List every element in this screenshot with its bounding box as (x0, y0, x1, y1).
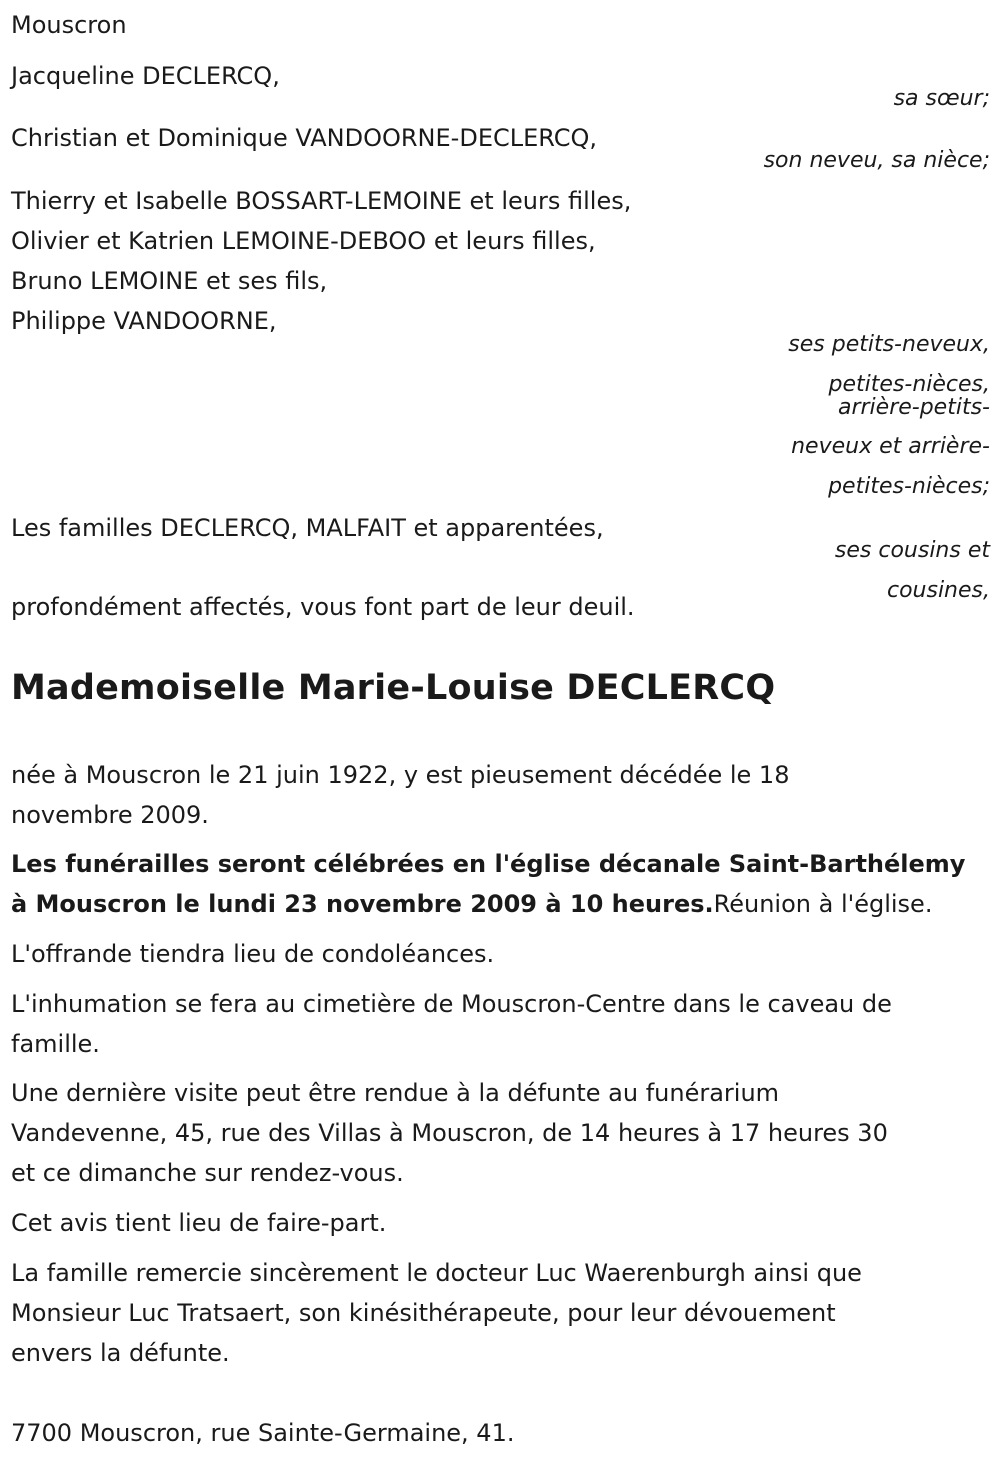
thanks-line-3: envers la défunte. (11, 1339, 230, 1367)
thanks-line-1: La famille remercie sincèrement le docteur Luc Waerenburgh ainsi que (11, 1259, 862, 1287)
family-name-bossart-lemoine: Thierry et Isabelle BOSSART-LEMOINE et leurs filles, (11, 187, 632, 215)
visit-line-2: Vandevenne, 45, rue des Villas à Mouscron, de 14 heures à 17 heures 30 (11, 1119, 888, 1147)
visit-line-3: et ce dimanche sur rendez-vous. (11, 1159, 404, 1187)
family-name-vandoorne-declercq: Christian et Dominique VANDOORNE-DECLERCQ, (11, 124, 598, 152)
funeral-details: à Mouscron le lundi 23 novembre 2009 à 10 heures. (11, 890, 714, 918)
burial-line-1: L'inhumation se fera au cimetière de Mouscron-Centre dans le caveau de (11, 990, 892, 1018)
offering-line: L'offrande tiendra lieu de condoléances. (11, 940, 495, 968)
family-name-declercq-malfait: Les familles DECLERCQ, MALFAIT et apparentées, (11, 514, 604, 542)
family-name-bruno-lemoine: Bruno LEMOINE et ses fils, (11, 267, 328, 295)
location: Mouscron (11, 11, 127, 39)
relation-grand-nephews-2: petites-nièces, (828, 372, 990, 397)
visit-line-1: Une dernière visite peut être rendue à la défunte au funérarium (11, 1079, 780, 1107)
birth-death-line-2: novembre 2009. (11, 801, 209, 829)
relation-sister: sa sœur; (893, 86, 990, 111)
closing-line: profondément affectés, vous font part de leur deuil. (11, 593, 635, 621)
relation-cousins-1: ses cousins et (834, 538, 990, 563)
family-name-jacqueline: Jacqueline DECLERCQ, (11, 62, 280, 90)
relation-grand-nephews-3: arrière-petits- (837, 395, 990, 420)
family-name-philippe-vandoorne: Philippe VANDOORNE, (11, 307, 277, 335)
funeral-line-2 (11, 884, 932, 924)
relation-grand-nephews-4: neveux et arrière- (791, 434, 990, 459)
relation-grand-nephews-1: ses petits-neveux, (788, 332, 990, 357)
address: 7700 Mouscron, rue Sainte-Germaine, 41. (11, 1419, 515, 1447)
relation-nephew-niece: son neveu, sa nièce; (763, 148, 990, 173)
burial-line-2: famille. (11, 1030, 100, 1058)
relation-grand-nephews-5: petites-nièces; (828, 474, 990, 499)
thanks-line-2: Monsieur Luc Tratsaert, son kinésithérapeute, pour leur dévouement (11, 1299, 836, 1327)
relation-cousins-2: cousines, (886, 578, 990, 603)
deceased-name: Mademoiselle Marie-Louise DECLERCQ (11, 668, 776, 708)
funeral-meeting: Réunion à l'église. (713, 890, 933, 918)
notice-line: Cet avis tient lieu de faire-part. (11, 1209, 387, 1237)
family-name-lemoine-deboo: Olivier et Katrien LEMOINE-DEBOO et leurs filles, (11, 227, 596, 255)
funeral-line-1: Les funérailles seront célébrées en l'église décanale Saint-Barthélemy (11, 850, 966, 878)
birth-death-line-1: née à Mouscron le 21 juin 1922, y est pieusement décédée le 18 (11, 761, 790, 789)
